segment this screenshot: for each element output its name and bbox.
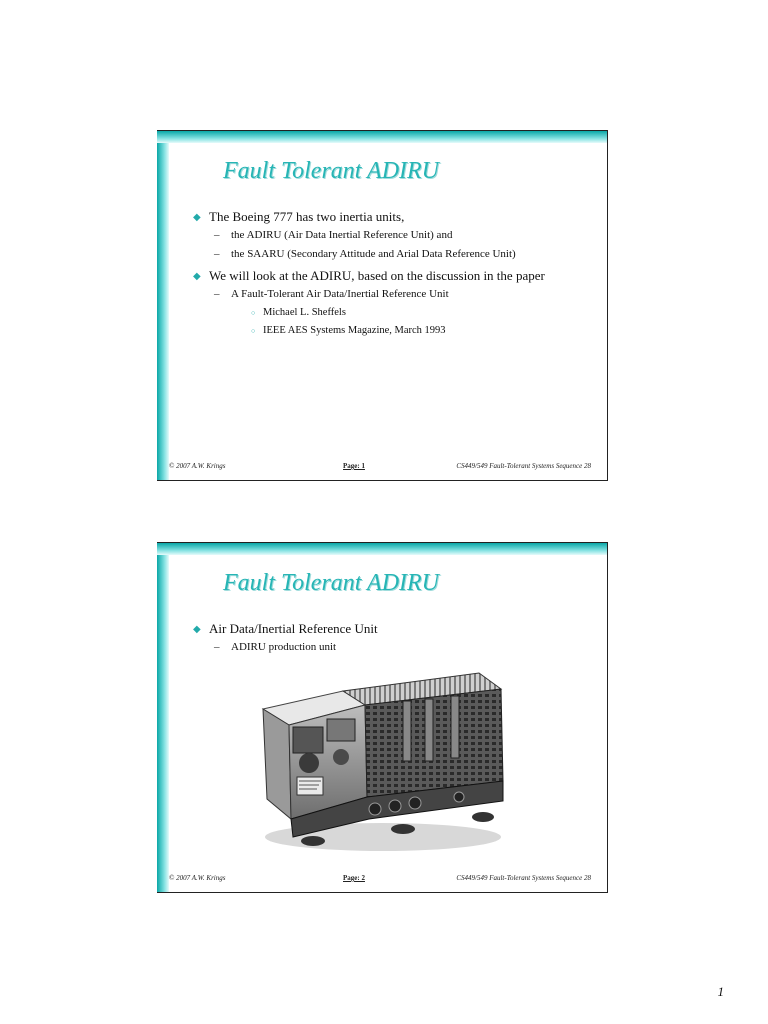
sub-bullet <box>191 640 593 655</box>
sub-bullet-text: ADIRU production unit <box>231 641 337 653</box>
adiru-unit-photo <box>253 669 507 859</box>
dash-bullet-icon: – <box>214 248 220 260</box>
sub-bullet-text: A Fault-Tolerant Air Data/Inertial Reference Unit <box>231 288 449 300</box>
sub-sub-bullet-text: IEEE AES Systems Magazine, March 1993 <box>263 325 446 336</box>
footer-course: CS449/549 Fault-Tolerant Systems Sequence 28 <box>456 462 591 470</box>
sub-sub-bullet-text: Michael L. Sheffels <box>263 307 346 318</box>
sub-bullet-text: the ADIRU (Air Data Inertial Reference Unit) and <box>231 229 453 241</box>
diamond-bullet-icon: ◆ <box>193 624 201 635</box>
sub-bullet <box>191 228 593 243</box>
dash-bullet-icon: – <box>214 641 220 653</box>
bullet-text: The Boeing 777 has two inertia units, <box>209 209 405 224</box>
bullet <box>191 209 593 225</box>
sub-sub-bullet <box>191 306 593 320</box>
sub-bullet <box>191 247 593 262</box>
sub-bullet <box>191 287 593 302</box>
footer-page: Page: 2 <box>343 874 365 882</box>
slide-title: Fault Tolerant ADIRU <box>223 158 440 184</box>
slide-1 <box>157 130 608 481</box>
footer-copyright: © 2007 A.W. Krings <box>169 462 226 470</box>
sub-bullet-text: the SAARU (Secondary Attitude and Arial Data Reference Unit) <box>231 248 516 260</box>
bullet-text: We will look at the ADIRU, based on the discussion in the paper <box>209 268 545 283</box>
footer-course: CS449/549 Fault-Tolerant Systems Sequence 28 <box>456 874 591 882</box>
bullet-text: Air Data/Inertial Reference Unit <box>209 621 378 636</box>
footer-page: Page: 1 <box>343 462 365 470</box>
diamond-bullet-icon: ◆ <box>193 271 201 282</box>
footer-copyright: © 2007 A.W. Krings <box>169 874 226 882</box>
circle-bullet-icon: ○ <box>251 309 256 317</box>
slide-content <box>191 209 593 342</box>
slide-2 <box>157 542 608 893</box>
circle-bullet-icon: ○ <box>251 327 256 335</box>
dash-bullet-icon: – <box>214 229 220 241</box>
slide-title: Fault Tolerant ADIRU <box>223 570 440 596</box>
slide-footer <box>157 462 607 474</box>
slide-content <box>191 621 593 659</box>
dash-bullet-icon: – <box>214 288 220 300</box>
diamond-bullet-icon: ◆ <box>193 212 201 223</box>
bullet <box>191 268 593 284</box>
slide-footer <box>157 874 607 886</box>
sub-sub-bullet <box>191 324 593 338</box>
bullet <box>191 621 593 637</box>
page-number: 1 <box>717 984 724 999</box>
